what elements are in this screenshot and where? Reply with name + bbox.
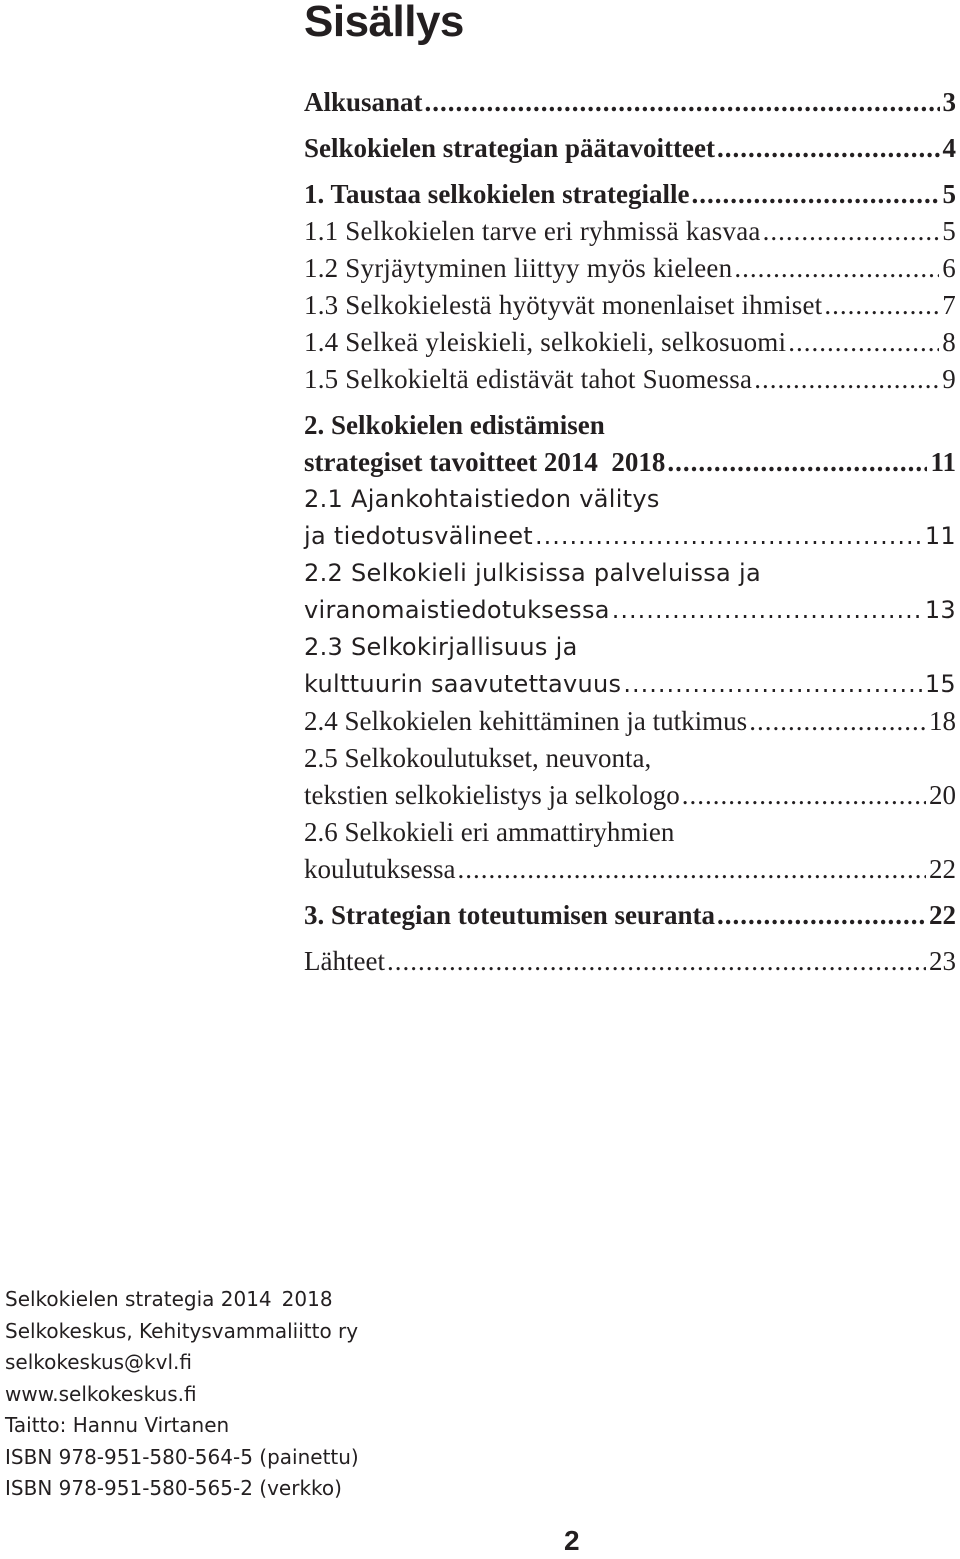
toc-entry-section-2-6[interactable] — [304, 814, 956, 888]
toc-page-number: 11 — [930, 447, 956, 477]
toc-page-number: 6 — [942, 253, 956, 283]
toc-entry-section-2-1[interactable] — [304, 481, 956, 555]
toc-entry-section-1-1[interactable] — [304, 213, 956, 250]
toc-entry-title-line: 2.1 Ajankohtaistiedon välitys — [304, 485, 660, 513]
toc-entry-title: 1.1 Selkokielen tarve eri ryhmissä kasvaa — [304, 216, 761, 246]
toc-entry-lahteet[interactable] — [304, 943, 956, 980]
toc-entry-section-2-3[interactable] — [304, 629, 956, 703]
colophon-isbn-print: ISBN 978-951-580-564-5 (painettu) — [5, 1444, 359, 1469]
toc-entry-title: Lähteet — [304, 946, 385, 976]
toc-page-number: 5 — [942, 216, 956, 246]
dot-leader — [682, 777, 926, 814]
colophon-isbn-online: ISBN 978-951-580-565-2 (verkko) — [5, 1476, 342, 1500]
toc-page-number: 5 — [942, 179, 956, 209]
table-of-contents — [304, 84, 956, 980]
toc-entry-title-line: 2.3 Selkokirjallisuus ja — [304, 633, 578, 661]
toc-entry-chapter-1[interactable] — [304, 176, 956, 213]
dot-leader — [612, 592, 922, 629]
dot-leader — [788, 324, 939, 361]
colophon-publisher: Selkokeskus, Kehitysvammaliitto ry — [5, 1318, 359, 1343]
toc-page-number: 4 — [942, 133, 956, 163]
toc-page-number: 8 — [942, 327, 956, 357]
dot-leader — [623, 666, 922, 703]
toc-page-number: 15 — [924, 670, 956, 698]
toc-entry-title: 3. Strategian toteutumisen seuranta — [304, 900, 715, 930]
toc-page-number: 7 — [942, 290, 956, 320]
toc-entry-title: kulttuurin saavutettavuus — [304, 670, 622, 698]
toc-entry-title-line: 2. Selkokielen edistämisen — [304, 410, 605, 440]
dot-leader — [749, 703, 926, 740]
dot-leader — [667, 444, 927, 481]
toc-entry-title: viranomaistiedotuksessa — [304, 596, 610, 624]
colophon-layout-credit: Taitto: Hannu Virtanen — [5, 1413, 230, 1437]
toc-entry-paatavoitteet[interactable] — [304, 130, 956, 167]
dot-leader — [387, 943, 926, 980]
toc-entry-alkusanat[interactable] — [304, 84, 956, 121]
dot-leader — [734, 250, 939, 287]
toc-entry-title: 1.2 Syrjäytyminen liittyy myös kieleen — [304, 253, 733, 283]
toc-entry-section-1-3[interactable] — [304, 287, 956, 324]
toc-entry-title: ja tiedotusvälineet — [304, 522, 533, 550]
toc-page-number: 22 — [929, 854, 956, 884]
toc-entry-title-line: 2.2 Selkokieli julkisissa palveluissa ja — [304, 559, 761, 587]
toc-entry-title: koulutuksessa — [304, 854, 456, 884]
toc-entry-section-2-4[interactable] — [304, 703, 956, 740]
toc-page-number: 9 — [942, 364, 956, 394]
dot-leader — [535, 518, 922, 555]
toc-entry-chapter-3[interactable] — [304, 897, 956, 934]
toc-entry-title: 1.3 Selkokielestä hyötyvät monenlaiset ihmiset — [304, 290, 823, 320]
toc-entry-title: 1.4 Selkeä yleiskieli, selkokieli, selkosuomi — [304, 327, 787, 357]
toc-entry-title: 2.4 Selkokielen kehittäminen ja tutkimus — [304, 706, 748, 736]
toc-entry-section-2-5[interactable] — [304, 740, 956, 814]
colophon-publication-title: Selkokielen strategia 2014 2018 — [5, 1287, 333, 1311]
colophon-website: www.selkokeskus.fi — [5, 1381, 197, 1406]
dot-leader — [692, 176, 940, 213]
toc-entry-title: 1. Taustaa selkokielen strategialle — [304, 179, 690, 209]
dot-leader — [717, 897, 926, 934]
toc-entry-chapter-2[interactable] — [304, 407, 956, 481]
dot-leader — [824, 287, 939, 324]
colophon — [5, 1284, 359, 1505]
dot-leader — [425, 84, 940, 121]
colophon-email: selkokeskus@kvl.fi — [5, 1350, 192, 1374]
dot-leader — [763, 213, 940, 250]
dot-leader — [458, 851, 927, 888]
toc-page-number: 20 — [929, 780, 956, 810]
toc-entry-title: Alkusanat — [304, 87, 423, 117]
page-number: 2 — [564, 1525, 580, 1556]
toc-entry-section-1-4[interactable] — [304, 324, 956, 361]
toc-entry-title: 1.5 Selkokieltä edistävät tahot Suomessa — [304, 364, 753, 394]
page-title: Sisällys — [304, 0, 464, 46]
toc-page-number: 23 — [929, 946, 956, 976]
toc-entry-title: Selkokielen strategian päätavoitteet — [304, 133, 715, 163]
toc-entry-section-1-2[interactable] — [304, 250, 956, 287]
toc-page-number: 18 — [929, 706, 956, 736]
toc-page-number: 22 — [929, 900, 956, 930]
dot-leader — [717, 130, 940, 167]
toc-entry-title: tekstien selkokielistys ja selkologo — [304, 780, 680, 810]
toc-page-number: 13 — [924, 596, 956, 624]
toc-entry-title-line: 2.5 Selkokoulutukset, neuvonta, — [304, 743, 652, 773]
toc-entry-section-1-5[interactable] — [304, 361, 956, 398]
toc-page-number: 3 — [942, 87, 956, 117]
toc-page-number: 11 — [924, 522, 956, 550]
toc-entry-section-2-2[interactable] — [304, 555, 956, 629]
dot-leader — [754, 361, 939, 398]
toc-entry-title-line: 2.6 Selkokieli eri ammattiryhmien — [304, 817, 675, 847]
toc-entry-title: strategiset tavoitteet 2014 2018 — [304, 447, 666, 477]
